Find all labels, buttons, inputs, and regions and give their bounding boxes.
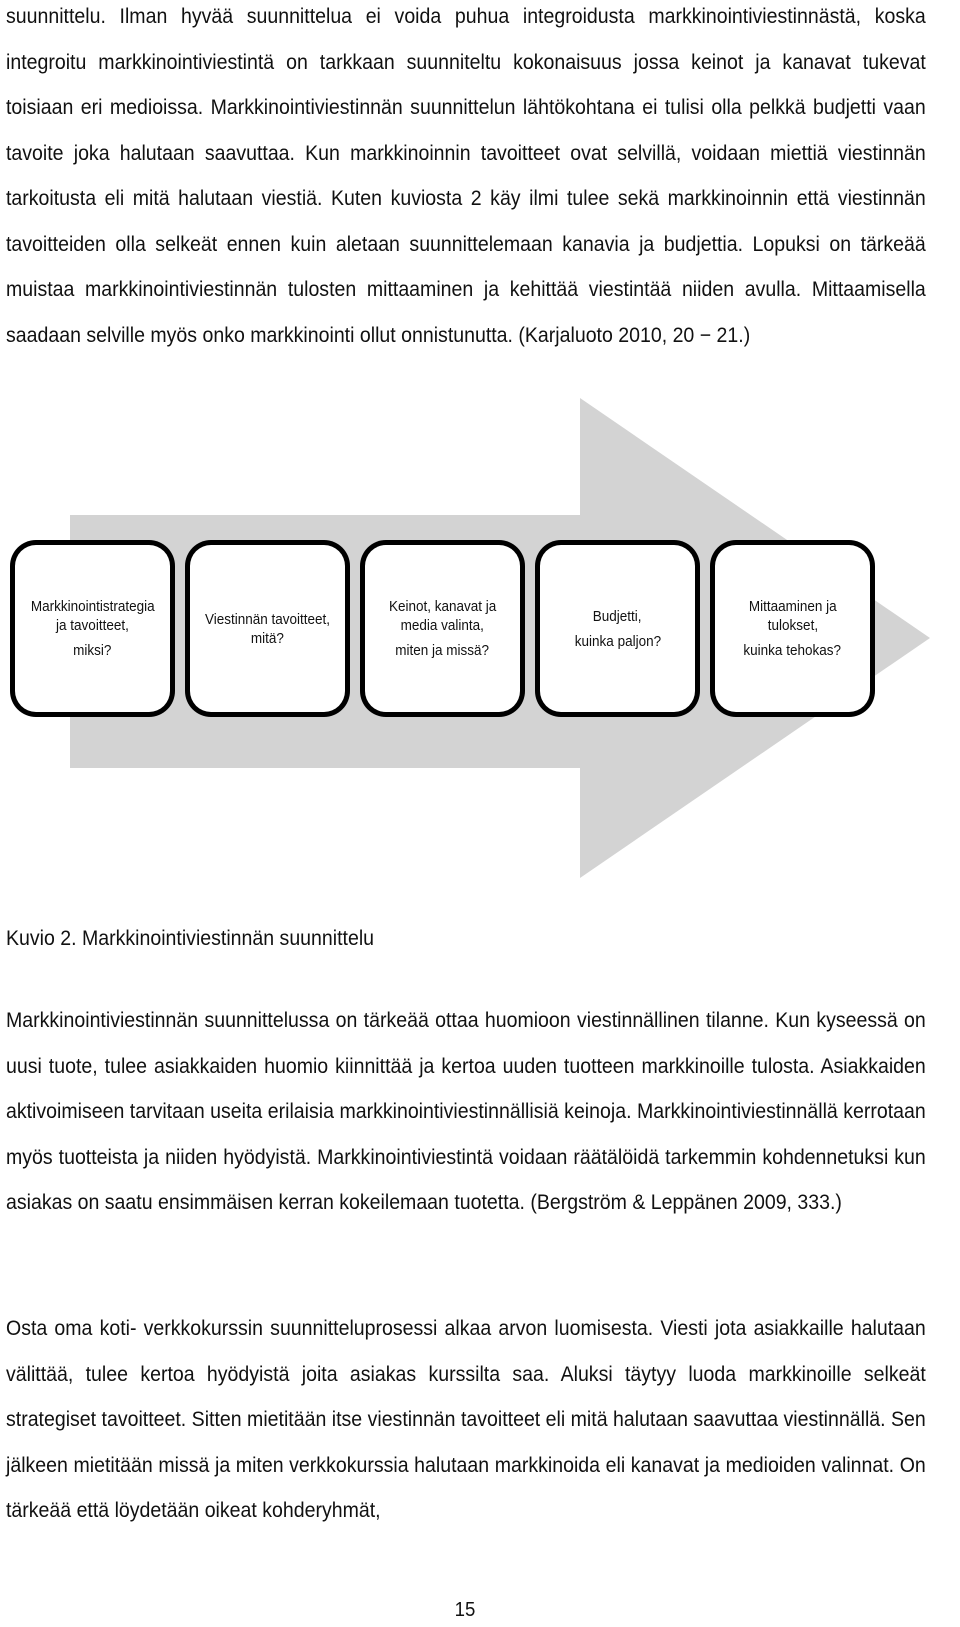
step-box-budget-content bbox=[540, 545, 695, 712]
page-number: 15 bbox=[454, 1599, 476, 1621]
step-communication-line1: Viestinnän tavoitteet, bbox=[204, 610, 331, 628]
step-measurement-line3: kuinka tehokas? bbox=[743, 642, 842, 659]
step-box-measurement-content bbox=[715, 545, 870, 712]
step-box-channels bbox=[360, 540, 525, 717]
step-strategy-line1: Markkinointistrategia bbox=[30, 598, 155, 615]
step-box-strategy bbox=[10, 540, 175, 717]
step-measurement-line1: Mittaaminen ja bbox=[748, 598, 837, 615]
step-budget-line2: kuinka paljon? bbox=[574, 632, 661, 650]
step-box-measurement bbox=[710, 540, 875, 717]
step-box-communication-goals-content bbox=[190, 545, 345, 712]
step-budget-line1: Budjetti, bbox=[593, 607, 642, 625]
step-measurement-line2: tulokset, bbox=[767, 617, 818, 634]
step-channels-line1: Keinot, kanavat ja bbox=[388, 598, 497, 615]
paragraph-course-planning: Osta oma koti- verkkokurssin suunnitteluprosessi alkaa arvon luomisesta. Viesti jota asiakkaille halutaan välittää, tulee kertoa hyödyistä joita asiakas kurssilta saa. Aluksi täytyy luoda markkinoille selkeät strategiset tavoitteet. Sitten mietitään itse viestinnän tavoitteet eli mitä halutaan saavuttaa viestinnällä. Sen jälkeen mietitään missä ja miten verkkokurssia halutaan markkinoida eli kanavat ja medioiden valinnat. On tärkeää että löydetään oikeat kohderyhmät, bbox=[6, 1317, 926, 1522]
step-box-communication-goals bbox=[185, 540, 350, 717]
step-box-budget bbox=[535, 540, 700, 717]
figure-caption: Kuvio 2. Markkinointiviestinnän suunnittelu bbox=[6, 927, 375, 950]
step-strategy-line2: ja tavoitteet, bbox=[56, 617, 129, 634]
step-box-strategy-content bbox=[15, 545, 170, 712]
step-channels-line3: miten ja missä? bbox=[395, 642, 490, 659]
step-channels-line2: media valinta, bbox=[400, 617, 485, 634]
step-strategy-line3: miksi? bbox=[73, 642, 112, 659]
step-communication-line2: mitä? bbox=[250, 629, 285, 647]
step-box-channels-content bbox=[365, 545, 520, 712]
paragraph-intro: suunnittelu. Ilman hyvää suunnittelua ei voida puhua integroidusta markkinointiviestinnästä, koska integroitu markkinointiviestintä on tarkkaan suunniteltu kokonaisuus jossa keinot ja kanavat tukevat toisiaan eri medioissa. Markkinointiviestinnän suunnittelun lähtökohtana ei tulisi olla pelkkä budjetti vaan tavoite joka halutaan saavuttaa. Kun markkinoinnin tavoitteet ovat selvillä, voidaan miettiä viestinnän tarkoitusta eli mitä halutaan viestiä. Kuten kuviosta 2 käy ilmi tulee sekä markkinoinnin että viestinnän tavoitteiden olla selkeät ennen kuin aletaan suunnittelemaan kanavia ja budjettia. Lopuksi on tärkeää muistaa markkinointiviestinnän tulosten mittaaminen ja kehittää viestintää niiden avulla. Mittaamisella saadaan selville myös onko markkinointi ollut onnistunutta. (Karjaluoto 2010, 20 − 21.) bbox=[6, 5, 926, 347]
paragraph-communication-situation: Markkinointiviestinnän suunnittelussa on tärkeää ottaa huomioon viestinnällinen tilanne. Kun kyseessä on uusi tuote, tulee asiakkaiden huomio kiinnittää ja kertoa uuden tuotteen markkinoille tulosta. Asiakkaiden aktivoimiseen tarvitaan useita erilaisia markkinointiviestinnällisiä keinoja. Markkinointiviestinnällä kerrotaan myös tuotteista ja niiden hyödyistä. Markkinointiviestintä voidaan räätälöidä tarkemmin kohdennetuksi kun asiakas on saatu ensimmäisen kerran kokeilemaan tuotetta. (Bergström & Leppänen 2009, 333.) bbox=[6, 1009, 926, 1214]
figure-2 bbox=[0, 390, 960, 910]
